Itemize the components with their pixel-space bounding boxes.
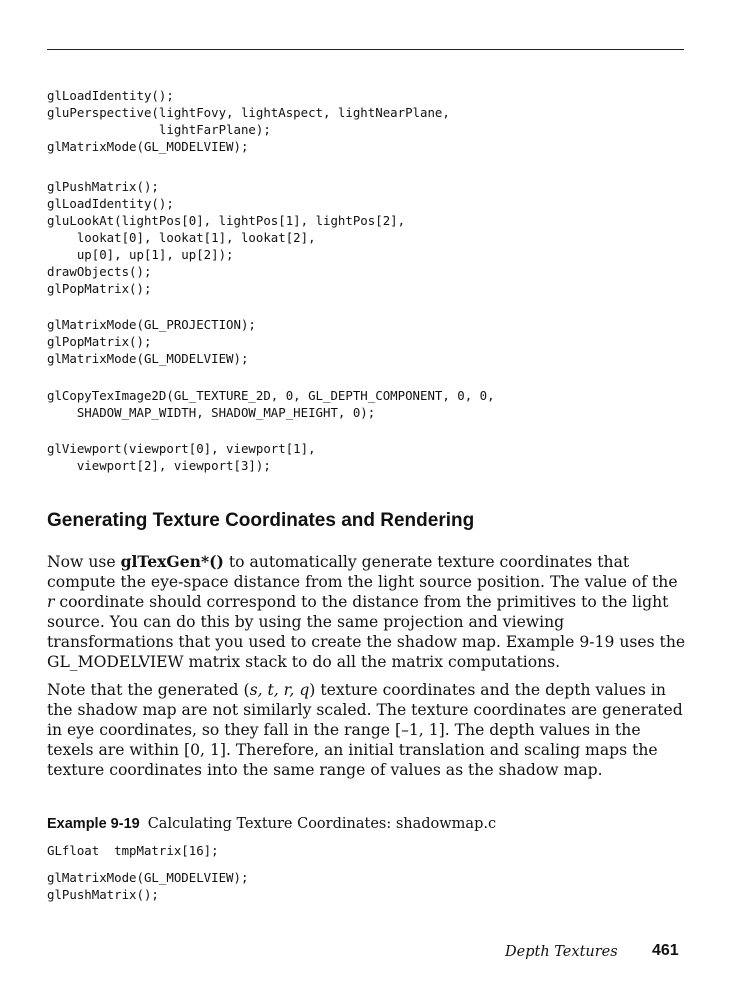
example-title: Calculating Texture Coordinates: shadowmap.c: [147, 816, 497, 832]
variable-name: r: [47, 593, 55, 611]
paragraph-texgen: [47, 552, 687, 672]
section-heading: Generating Texture Coordinates and Rendering: [47, 510, 475, 531]
code-block-lookat: glPushMatrix(); glLoadIdentity(); gluLookAt(lightPos[0], lightPos[1], lightPos[2], lookat[0], lookat[1], lookat[2], up[0], up[1], up[2]); drawObjects(); glPopMatrix();: [47, 179, 406, 296]
code-block-viewport: glViewport(viewport[0], viewport[1], viewport[2], viewport[3]);: [47, 441, 316, 473]
code-block-copy-tex-image: glCopyTexImage2D(GL_TEXTURE_2D, 0, GL_DEPTH_COMPONENT, 0, 0, SHADOW_MAP_WIDTH, SHADOW_MAP_HEIGHT, 0);: [47, 388, 495, 420]
example-code-declaration: GLfloat tmpMatrix[16];: [47, 843, 219, 858]
code-block-restore-projection: glMatrixMode(GL_PROJECTION); glPopMatrix(); glMatrixMode(GL_MODELVIEW);: [47, 317, 256, 366]
function-name: glTexGen*(): [120, 552, 224, 571]
example-caption: [47, 815, 496, 833]
paragraph-text: Note that the generated (: [47, 681, 250, 699]
header-rule: [47, 49, 684, 50]
footer-section-title: Depth Textures: [505, 944, 618, 960]
paragraph-text: coordinate should correspond to the distance from the primitives to the light source. You can do this by using the same projection and viewing transformations that you used to create the shadow map. Example 9-19 uses the GL_MODELVIEW matrix stack to do all the matrix computations.: [47, 593, 686, 671]
paragraph-text: ) texture coordinates and the depth values in the shadow map are not similarly scaled. The texture coordinates are generated in eye coordinates, so they fall in the range [–1, 1]. The depth values in the texels are within [0, 1]. Therefore, an initial translation and scaling maps the texture coordinates into the same range of values as the shadow map.: [47, 681, 683, 779]
code-block-projection-setup: glLoadIdentity(); gluPerspective(lightFovy, lightAspect, lightNearPlane, lightFarPlane); glMatrixMode(GL_MODELVIEW);: [47, 88, 450, 154]
page-number: 461: [652, 942, 679, 959]
example-code-modelview: glMatrixMode(GL_MODELVIEW); glPushMatrix();: [47, 870, 249, 902]
coordinate-names: s, t, r, q: [249, 681, 310, 699]
paragraph-text: to automatically generate texture coordinates that compute the eye-space distance from the light source position. The value of the: [47, 553, 678, 591]
paragraph-text: Now use: [47, 553, 121, 571]
paragraph-scaling: [47, 680, 687, 780]
example-label: Example 9-19: [47, 816, 140, 832]
